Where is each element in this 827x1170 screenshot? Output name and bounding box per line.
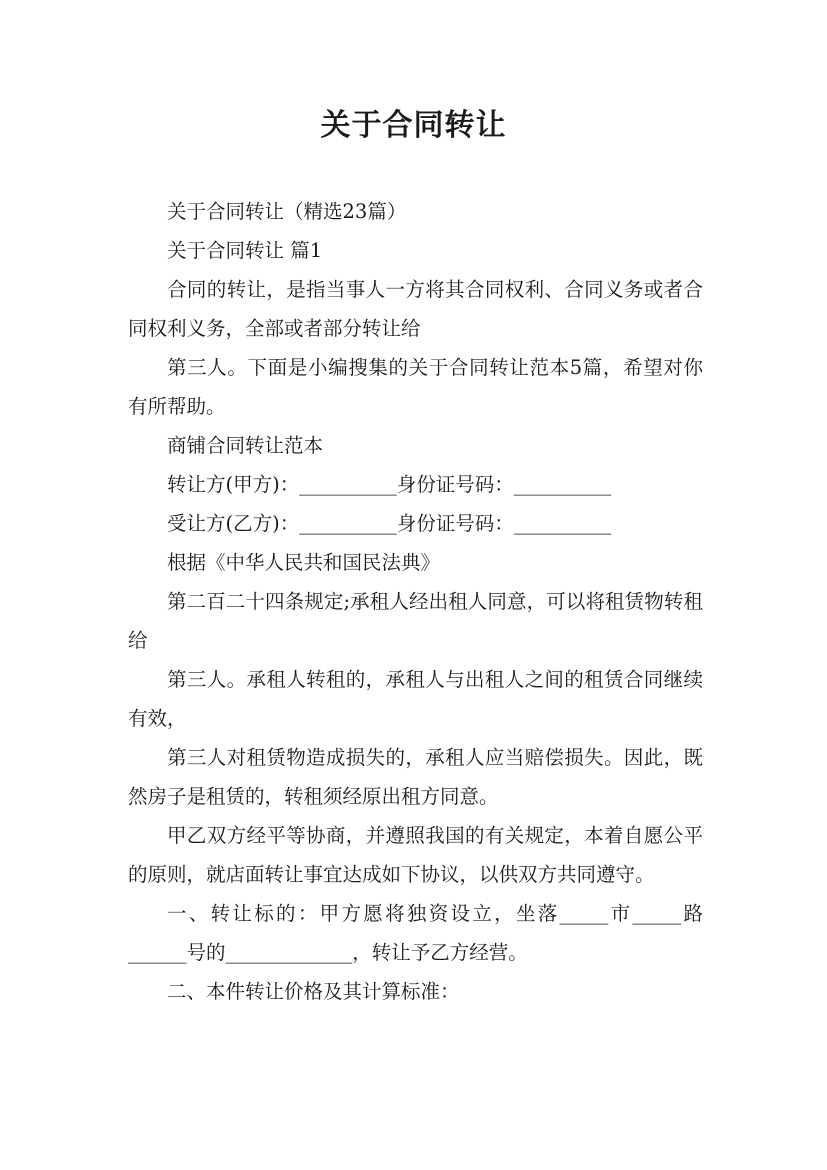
paragraph: 甲乙双方经平等协商，并遵照我国的有关规定，本着自愿公平的原则，就店面转让事宜达成如下协议，以供双方共同遵守。	[128, 824, 703, 886]
paragraph: 第三人。承租人转租的，承租人与出租人之间的租赁合同继续有效，	[128, 668, 703, 730]
paragraph: 第三人对租赁物造成损失的，承租人应当赔偿损失。因此，既然房子是租赁的，转租须经原出租方同意。	[128, 746, 703, 808]
paragraph: 根据《中华人民共和国民法典》	[167, 551, 441, 574]
paragraph: 第三人。下面是小编搜集的关于合同转让范本5篇，希望对你有所帮助。	[128, 356, 703, 418]
paragraph: 受让方(乙方)：__________身份证号码：__________	[167, 512, 612, 535]
paragraph: 二、本件转让价格及其计算标准：	[167, 980, 460, 1003]
paragraph: 第二百二十四条规定;承租人经出租人同意，可以将租赁物转租给	[128, 590, 703, 652]
paragraph: 关于合同转让 篇1	[167, 239, 323, 262]
paragraph: 一、转让标的：甲方愿将独资设立，坐落_____市_____路______号的_____________，转让予乙方经营。	[128, 902, 703, 964]
paragraph: 关于合同转让（精选23篇）	[167, 200, 407, 223]
paragraph: 转让方(甲方)：__________身份证号码：__________	[167, 473, 612, 496]
document-title: 关于合同转让	[320, 108, 507, 143]
paragraph: 商铺合同转让范本	[167, 434, 324, 457]
document-body	[128, 192, 703, 1011]
paragraph: 合同的转让，是指当事人一方将其合同权利、合同义务或者合同权利义务，全部或者部分转让给	[128, 278, 703, 340]
